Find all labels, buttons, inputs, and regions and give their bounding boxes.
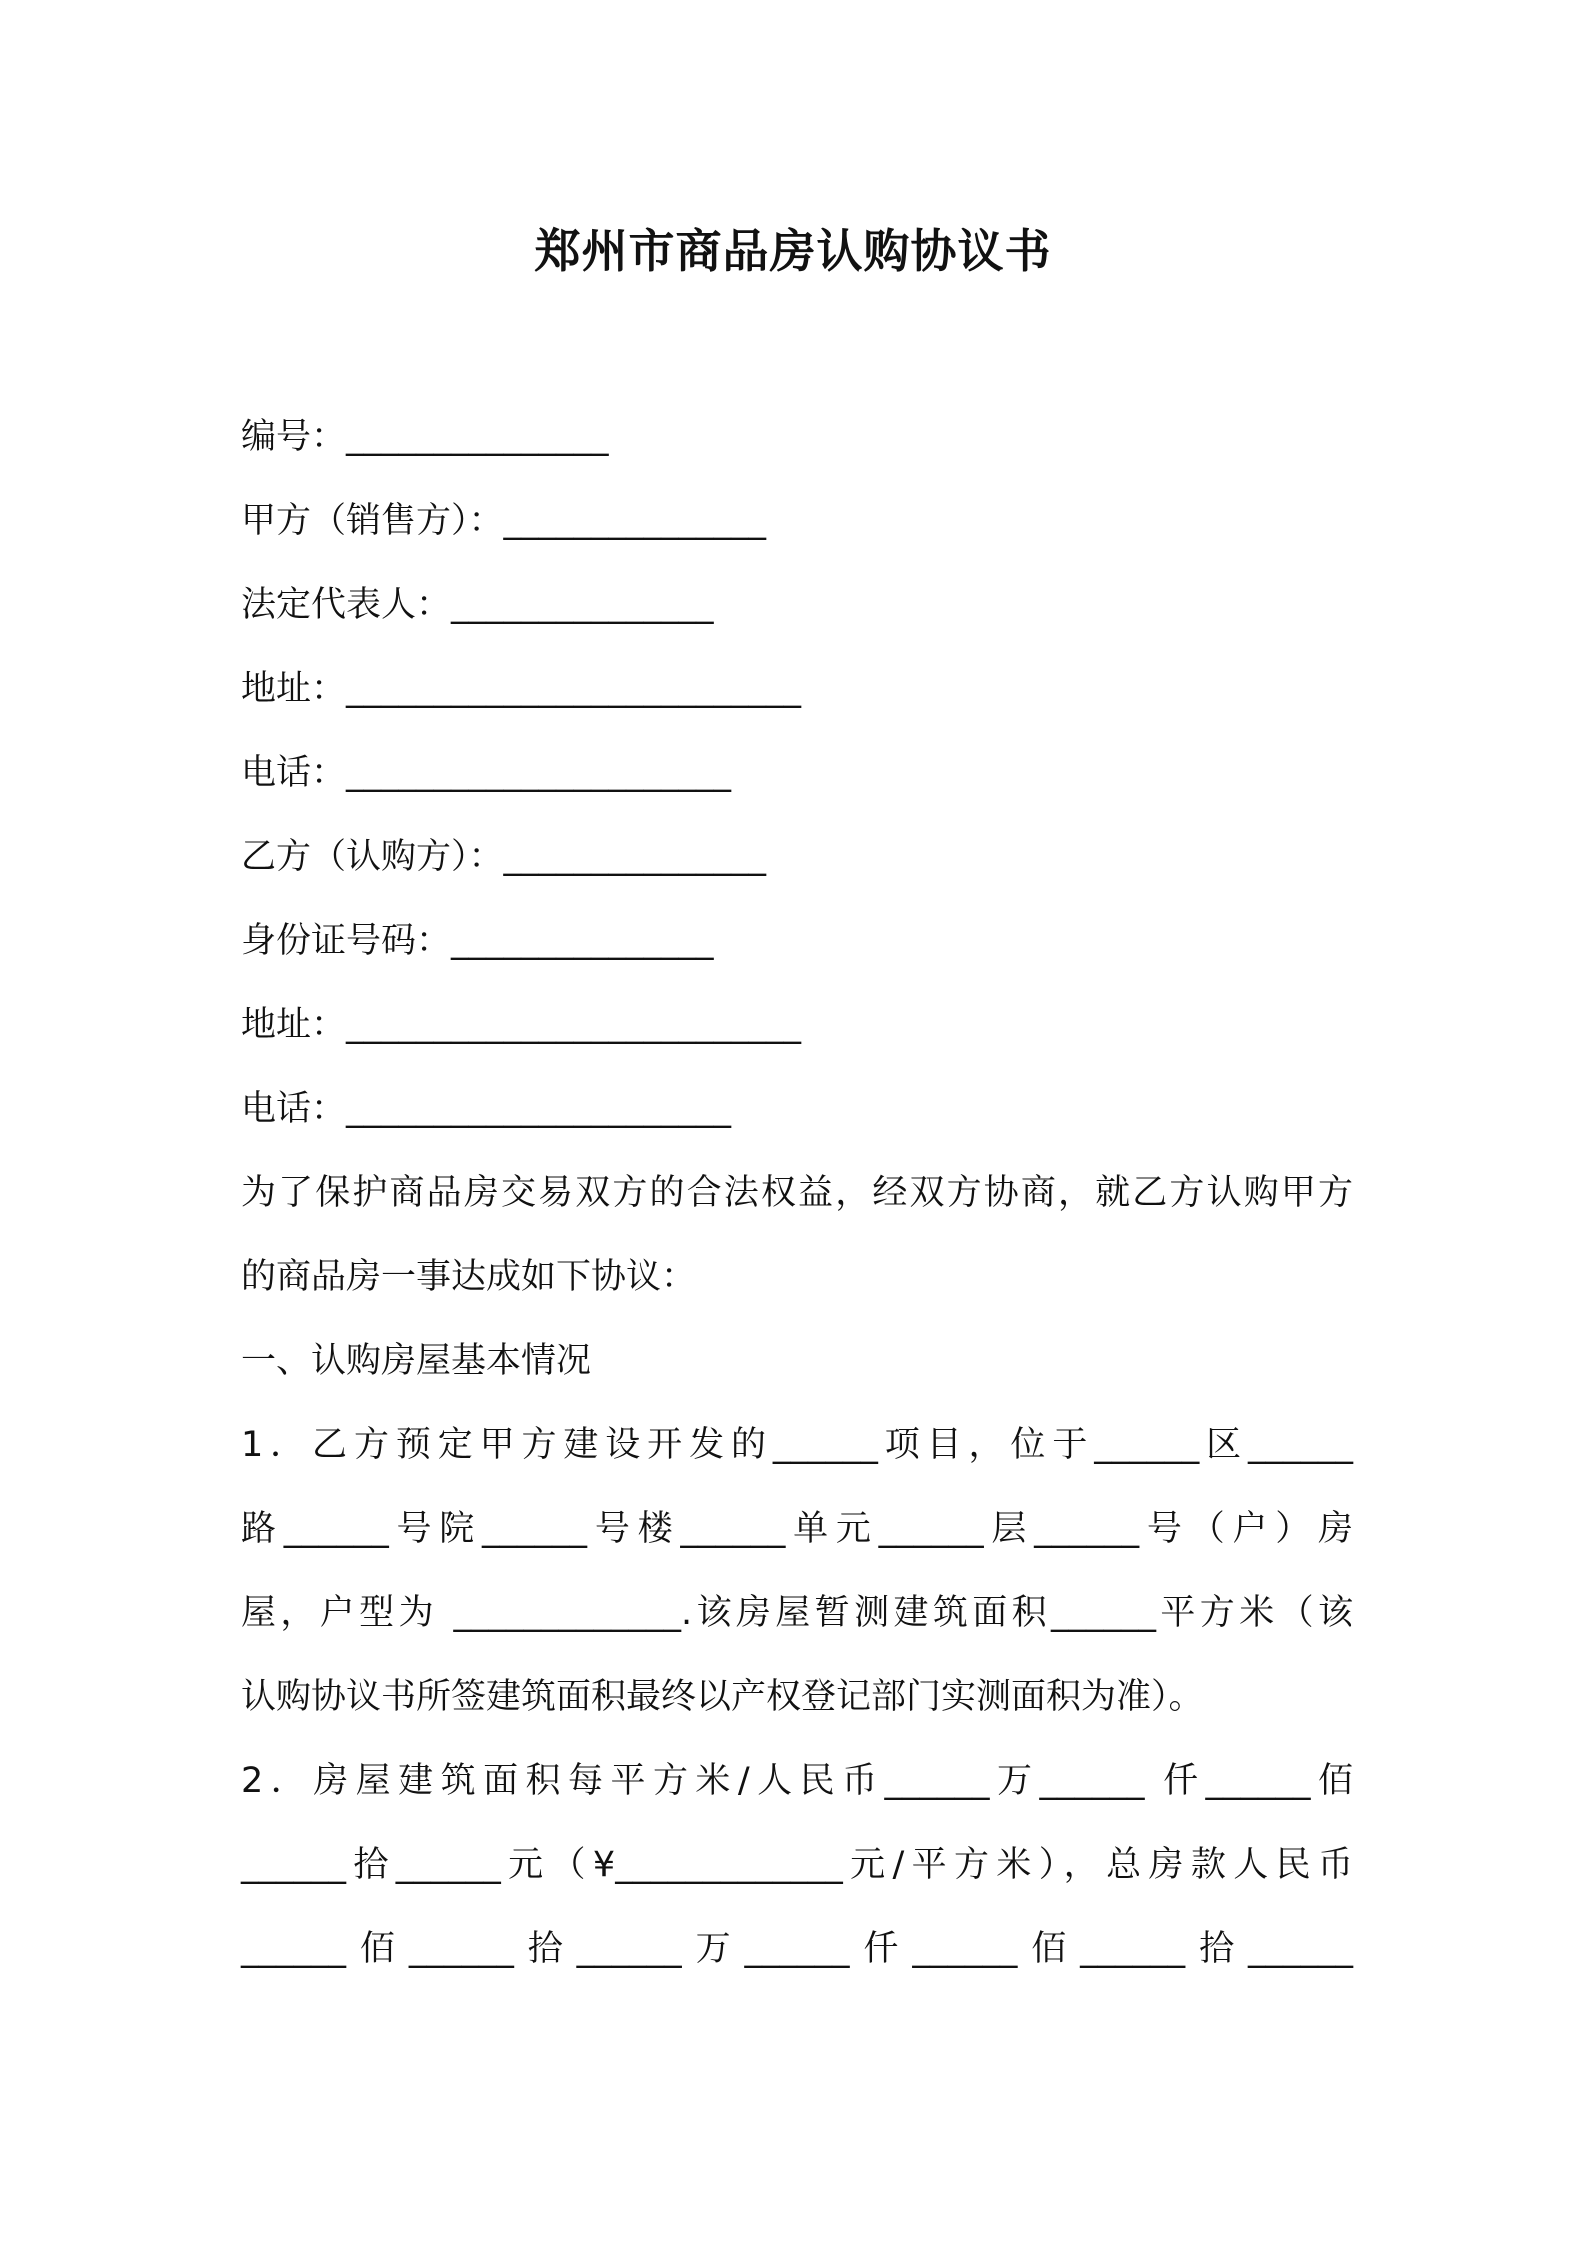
field-party-b-address: 地址：__________________________ xyxy=(241,1005,802,1045)
clause-1-line-2: 路______号院______号楼______单元______层______号（户）房 xyxy=(241,1509,1353,1549)
field-legal-representative: 法定代表人：_______________ xyxy=(241,585,714,625)
field-id-number: 身份证号码：_______________ xyxy=(241,921,714,961)
clause-1-line-1: 1．乙方预定甲方建设开发的______项目，位于______区______ xyxy=(241,1425,1353,1465)
clause-2-line-2: ______拾______元（¥_____________元/平方米），总房款人民币 xyxy=(241,1845,1353,1885)
field-party-b-buyer: 乙方（认购方）：_______________ xyxy=(241,837,767,877)
field-party-a-address: 地址：__________________________ xyxy=(241,669,802,709)
clause-2-line-3: ______佰______拾______万______仟______佰______拾______ xyxy=(241,1929,1353,1969)
field-party-b-phone: 电话：______________________ xyxy=(241,1089,732,1129)
clause-1-line-3: 屋，户型为 _____________.该房屋暂测建筑面积______平方米（该 xyxy=(241,1593,1353,1633)
intro-line-2: 的商品房一事达成如下协议： xyxy=(241,1257,697,1297)
intro-line-1: 为了保护商品房交易双方的合法权益，经双方协商，就乙方认购甲方 xyxy=(241,1173,1353,1213)
document-title: 郑州市商品房认购协议书 xyxy=(534,224,1052,278)
field-contract-number: 编号：_______________ xyxy=(241,417,609,457)
field-party-a-phone: 电话：______________________ xyxy=(241,753,732,793)
clause-2-line-1: 2．房屋建筑面积每平方米/人民币______万______ 仟______佰 xyxy=(241,1761,1353,1801)
clause-1-line-4: 认购协议书所签建筑面积最终以产权登记部门实测面积为准）。 xyxy=(241,1677,1204,1717)
section-1-heading: 一、认购房屋基本情况 xyxy=(241,1341,592,1381)
field-party-a-seller: 甲方（销售方）：_______________ xyxy=(241,501,767,541)
